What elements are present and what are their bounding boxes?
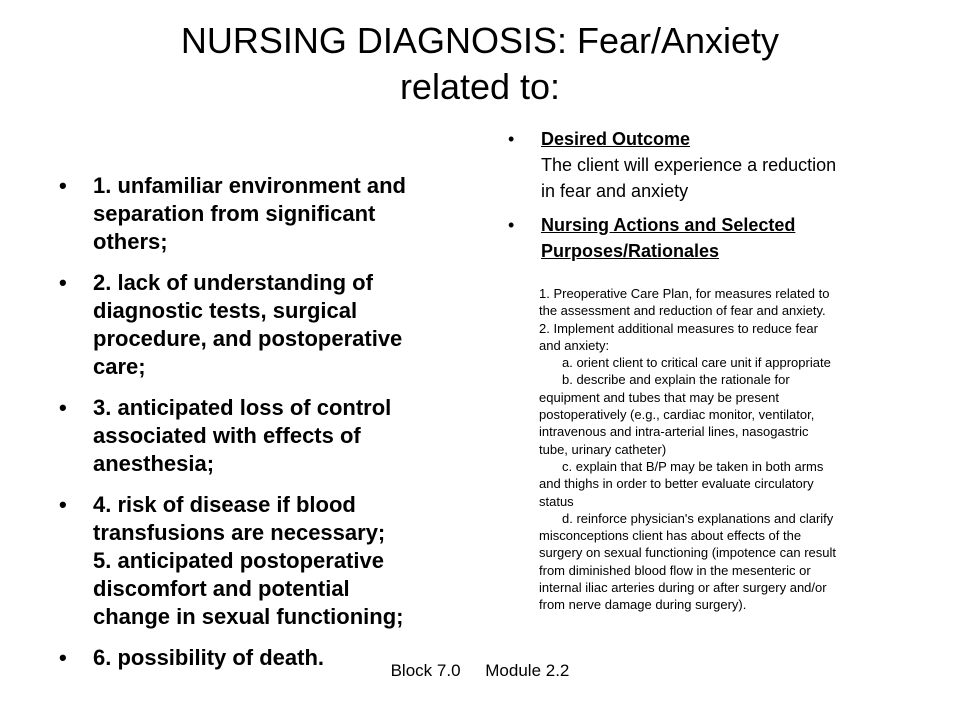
detail-line: status xyxy=(539,493,574,509)
detail-line: and anxiety: xyxy=(539,337,610,353)
related-factor-item xyxy=(55,172,455,256)
detail-line: equipment and tubes that may be present xyxy=(539,389,779,405)
detail-line: 1. Preoperative Care Plan, for measures related to xyxy=(539,286,830,301)
detail-line: the assessment and reduction of fear and anxiety. xyxy=(539,303,826,319)
nursing-actions-detail xyxy=(539,285,919,614)
detail-line: c. explain that B/P may be taken in both arms xyxy=(562,458,824,474)
slide-footer xyxy=(0,660,960,682)
bullet-icon: • xyxy=(59,173,67,198)
slide-title-line-1: NURSING DIAGNOSIS: Fear/Anxiety xyxy=(180,20,780,61)
related-factor-line: 2. lack of understanding of xyxy=(93,270,373,295)
nursing-actions-heading: Purposes/Rationales xyxy=(541,241,720,261)
bullet-icon: • xyxy=(59,492,67,517)
detail-line: a. orient client to critical care unit if appropriate xyxy=(562,355,831,371)
related-factor-line: change in sexual functioning; xyxy=(93,604,404,629)
related-factor-line: 1. unfamiliar environment and xyxy=(93,173,406,198)
detail-line: from diminished blood flow in the mesenteric or xyxy=(539,562,811,578)
related-factor-line: care; xyxy=(93,354,146,379)
nursing-actions-heading: Nursing Actions and Selected xyxy=(541,215,796,235)
desired-outcome-item xyxy=(508,126,908,204)
detail-line: internal iliac arteries during or after surgery and/or xyxy=(539,580,827,596)
detail-line: postoperatively (e.g., cardiac monitor, ventilator, xyxy=(539,407,815,423)
detail-line: from nerve damage during surgery). xyxy=(539,597,747,613)
bullet-icon: • xyxy=(59,395,67,420)
related-factor-line: others; xyxy=(93,229,168,254)
detail-line: b. describe and explain the rationale for xyxy=(562,372,790,388)
detail-line: tube, urinary catheter) xyxy=(539,441,667,457)
care-plan-column xyxy=(508,126,908,272)
slide-title xyxy=(90,18,870,110)
related-factors-list xyxy=(55,172,455,685)
related-factor-line: 5. anticipated postoperative xyxy=(93,548,384,573)
related-factor-item xyxy=(55,394,455,478)
desired-outcome-line: in fear and anxiety xyxy=(541,181,689,201)
desired-outcome-line: The client will experience a reduction xyxy=(541,155,837,175)
detail-line: d. reinforce physician's explanations and clarify xyxy=(562,510,834,526)
related-factor-line: anesthesia; xyxy=(93,451,215,476)
related-factor-line: discomfort and potential xyxy=(93,576,350,601)
related-factor-line: separation from significant xyxy=(93,201,376,226)
detail-line: surgery on sexual functioning (impotence can result xyxy=(539,545,836,561)
related-factor-line: 3. anticipated loss of control xyxy=(93,395,392,420)
related-factor-line: associated with effects of xyxy=(93,423,361,448)
detail-line: intravenous and intra-arterial lines, nasogastric xyxy=(539,424,809,440)
bullet-icon: • xyxy=(59,645,67,670)
detail-line: 2. Implement additional measures to reduce fear xyxy=(539,320,818,336)
related-factor-line: 6. possibility of death. xyxy=(93,645,325,670)
related-factor-item xyxy=(55,491,455,631)
related-factor-line: diagnostic tests, surgical xyxy=(93,298,358,323)
bullet-icon: • xyxy=(508,129,515,149)
related-factor-line: transfusions are necessary; xyxy=(93,520,386,545)
detail-line: and thighs in order to better evaluate circulatory xyxy=(539,476,814,492)
related-factor-line: 4. risk of disease if blood xyxy=(93,492,356,517)
bullet-icon: • xyxy=(508,215,515,235)
footer-block: Block 7.0 xyxy=(390,661,461,680)
footer-module: Module 2.2 xyxy=(485,661,570,680)
related-factor-item xyxy=(55,269,455,381)
slide-title-line-2: related to: xyxy=(399,66,561,107)
nursing-actions-item xyxy=(508,212,908,264)
related-factor-line: procedure, and postoperative xyxy=(93,326,403,351)
detail-line: misconceptions client has about effects of the xyxy=(539,528,802,544)
bullet-icon: • xyxy=(59,270,67,295)
desired-outcome-heading: Desired Outcome xyxy=(541,129,691,149)
